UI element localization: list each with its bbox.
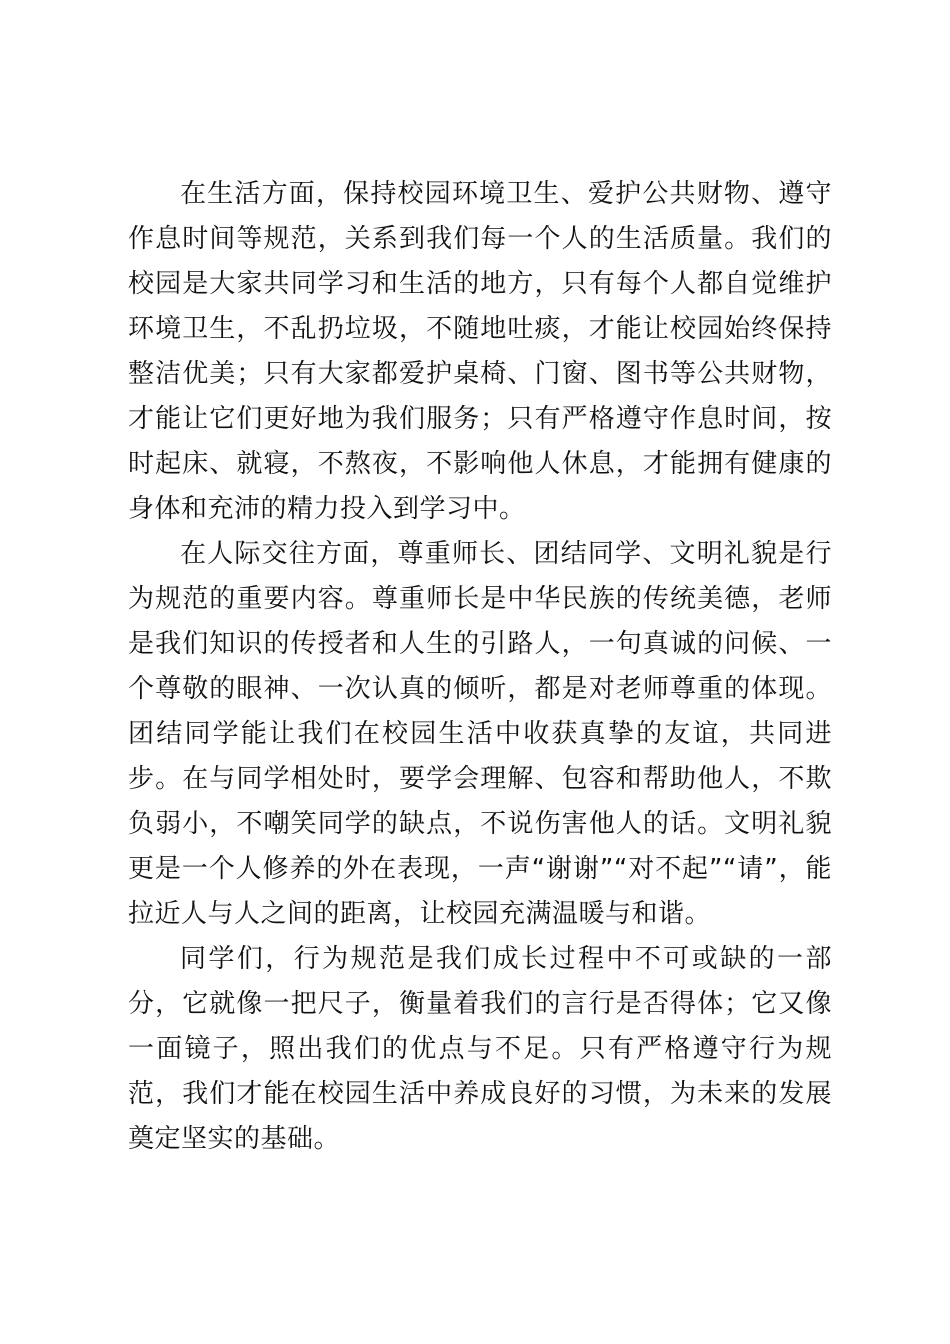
paragraph-daily-life: 在生活方面，保持校园环境卫生、爱护公共财物、遵守作息时间等规范，关系到我们每一个人的生活质量。我们的校园是大家共同学习和生活的地方，只有每个人都自觉维护环境卫生，不乱扔垃圾，不随地吐痰，才能让校园始终保持整洁优美；只有大家都爱护桌椅、门窗、图书等公共财物，才能让它们更好地为我们服务；只有严格遵守作息时间，按时起床、就寝，不熬夜，不影响他人休息，才能拥有健康的身体和充沛的精力投入到学习中。 <box>128 179 832 524</box>
paragraph-interpersonal: 在人际交往方面，尊重师长、团结同学、文明礼貌是行为规范的重要内容。尊重师长是中华民族的传统美德，老师是我们知识的传授者和人生的引路人，一句真诚的问候、一个尊敬的眼神、一次认真的倾听，都是对老师尊重的体现。团结同学能让我们在校园生活中收获真挚的友谊，共同进步。在与同学相处时，要学会理解、包容和帮助他人，不欺负弱小，不嘲笑同学的缺点，不说伤害他人的话。文明礼貌更是一个人修养的外在表现，一声“谢谢”“对不起”“请”，能拉近人与人之间的距离，让校园充满温暖与和谐。 <box>128 539 832 929</box>
paragraph-conclusion: 同学们，行为规范是我们成长过程中不可或缺的一部分，它就像一把尺子，衡量着我们的言行是否得体；它又像一面镜子，照出我们的优点与不足。只有严格遵守行为规范，我们才能在校园生活中养成良好的习惯，为未来的发展奠定坚实的基础。 <box>128 944 832 1154</box>
document-body <box>128 172 832 1162</box>
